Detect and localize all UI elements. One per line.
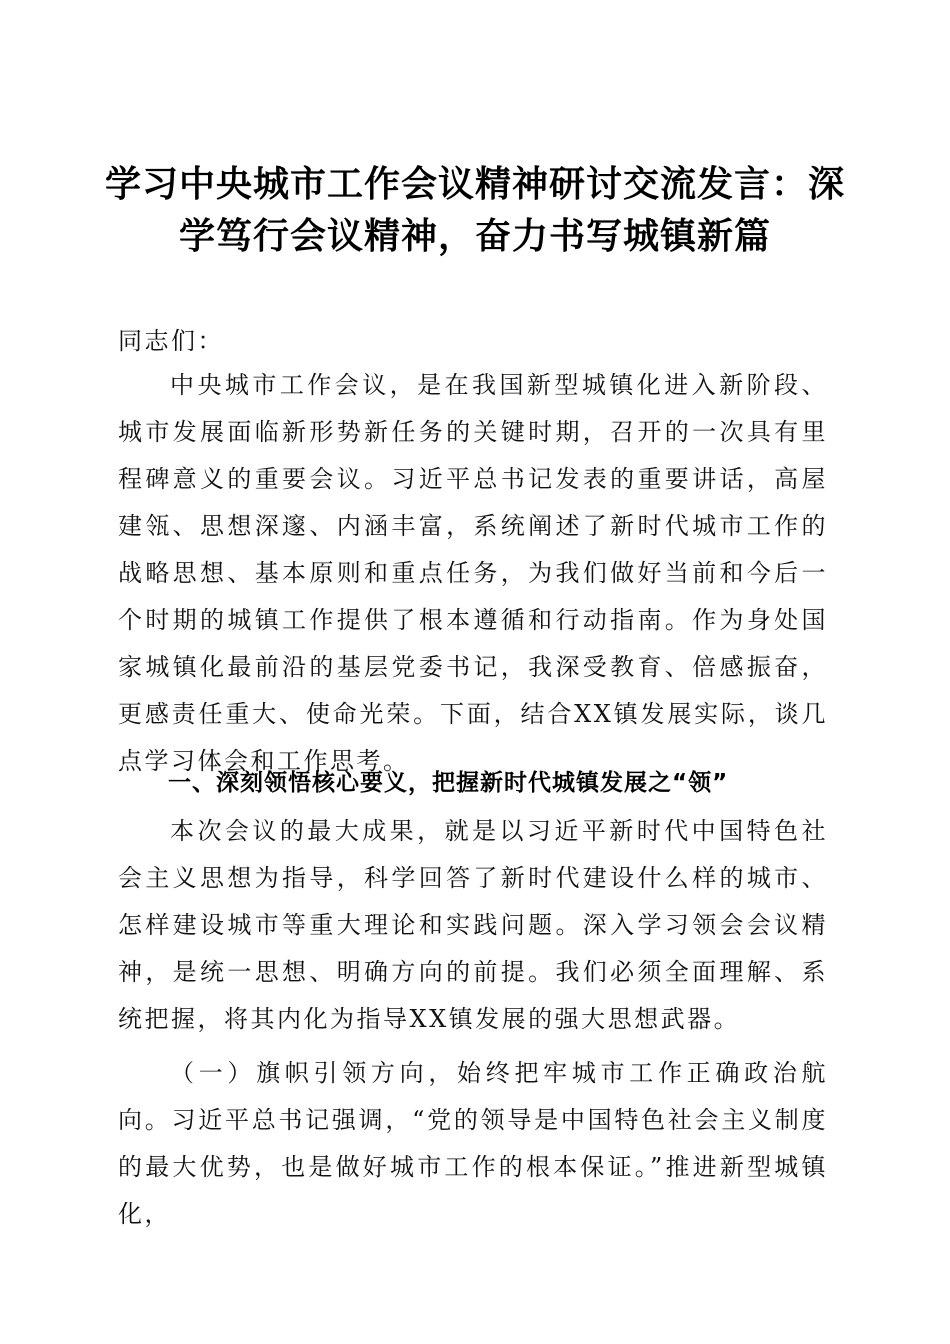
paragraph-intro: 中央城市工作会议，是在我国新型城镇化进入新阶段、城市发展面临新形势新任务的关键时期，召开的一次具有里程碑意义的重要会议。习近平总书记发表的重要讲话，高屋建瓴、思想深邃、内涵丰富，系统阐述了新时代城市工作的战略思想、基本原则和重点任务，为我们做好当前和今后一个时期的城镇工作提供了根本遵循和行动指南。作为身处国家城镇化最前沿的基层党委书记，我深受教育、倍感振奋，更感责任重大、使命光荣。下面，结合XX镇发展实际，谈几点学习体会和工作思考。	[118, 371, 828, 775]
section-heading-1: 一、深刻领悟核心要义，把握新时代城镇发展之“领”	[168, 770, 729, 796]
salutation: 同志们：	[118, 327, 224, 355]
paragraph-section-1: 本次会议的最大成果，就是以习近平新时代中国特色社会主义思想为指导，科学回答了新时代建设什么样的城市、怎样建设城市等重大理论和实践问题。深入学习领会会议精神，是统一思想、明确方向的前提。我们必须全面理解、系统把握，将其内化为指导XX镇发展的强大思想武器。	[118, 817, 828, 1033]
document-title: 学习中央城市工作会议精神研讨交流发言：深学笃行会议精神，奋力书写城镇新篇	[104, 163, 845, 257]
paragraph-subsection-1: （一）旗帜引领方向，始终把牢城市工作正确政治航向。习近平总书记强调，“党的领导是中国特色社会主义制度的最大优势，也是做好城市工作的根本保证。”推进新型城镇化，	[118, 1059, 828, 1228]
